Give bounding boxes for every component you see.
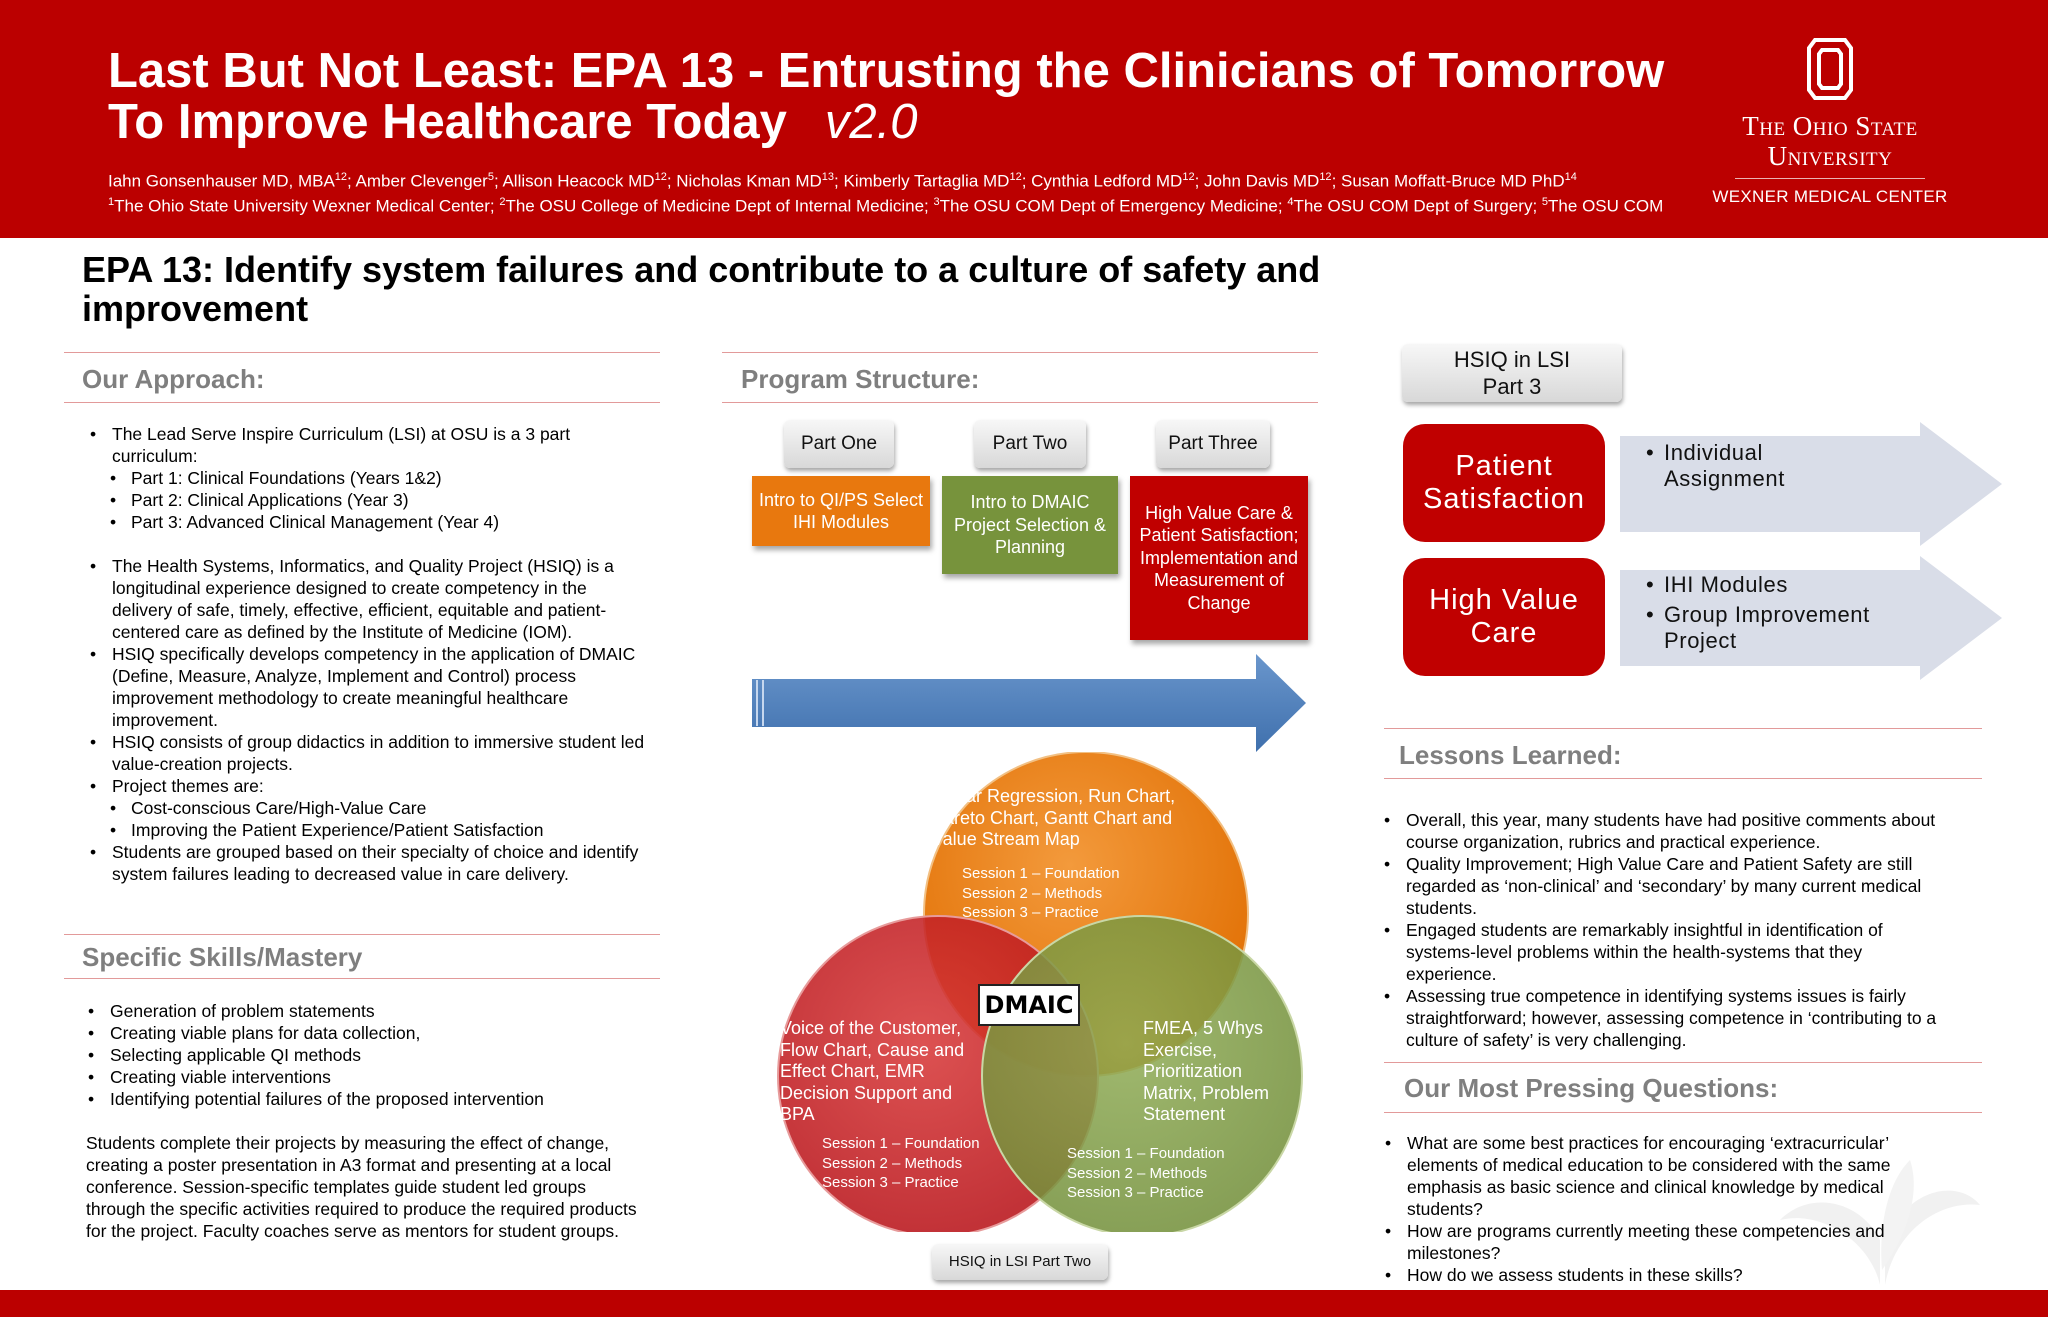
lsi-part3-title bbox=[1402, 344, 1622, 402]
author-name: Kimberly Tartaglia MD bbox=[843, 171, 1010, 191]
session-1: Session 1 – Foundation bbox=[822, 1135, 980, 1152]
row1-bullet-1 bbox=[1646, 440, 1906, 492]
questions-title: Our Most Pressing Questions: bbox=[1404, 1073, 1779, 1103]
lesson-item: • Quality Improvement; High Value Care and Patient Safety are still regarded as ‘non-clinical’ and ‘secondary’ by many current medical students. bbox=[1380, 853, 1940, 919]
part-two-content: Intro to DMAIC Project Selection & Planning bbox=[953, 492, 1107, 558]
section-rule bbox=[722, 352, 1318, 353]
university-name-line-1: The Ohio State bbox=[1742, 111, 1918, 141]
venn-top-sessions bbox=[962, 864, 1162, 923]
venn-left-text: Voice of the Customer, Flow Chart, Cause and Effect Chart, EMR Decision Support and BPA bbox=[780, 1018, 965, 1124]
approach-item: • Project themes are: bbox=[86, 775, 646, 797]
question-item: • How are programs currently meeting these competencies and milestones? bbox=[1381, 1220, 1941, 1264]
poster-title bbox=[108, 46, 1708, 148]
approach-item: • Students are grouped based on their specialty of choice and identify system failures leading to decreased value in care delivery. bbox=[86, 841, 646, 885]
lessons-list bbox=[1380, 809, 1940, 1051]
section-rule bbox=[64, 352, 660, 353]
bullet-icon: • bbox=[1646, 572, 1655, 597]
session-2: Session 2 – Methods bbox=[1067, 1164, 1208, 1182]
patient-satisfaction-label bbox=[1423, 450, 1585, 516]
section-rule bbox=[64, 402, 660, 403]
lsi-part3-title-line-2: Part 3 bbox=[1482, 374, 1542, 399]
skills-title: Specific Skills/Mastery bbox=[82, 942, 363, 972]
program-title: Program Structure: bbox=[741, 364, 980, 394]
patient-satisfaction-box bbox=[1403, 424, 1605, 542]
approach-item: • HSIQ specifically develops competency in the application of DMAIC (Define, Measure, Analyze, Implement and Control) process improvement methodology to create meaningful healthcare improvement. bbox=[86, 643, 646, 731]
affiliation-text: The OSU COM Dept of Emergency Medicine bbox=[939, 196, 1278, 216]
part-two-label: Part Two bbox=[974, 420, 1086, 468]
skill-item: • Identifying potential failures of the proposed intervention bbox=[84, 1088, 664, 1110]
affiliation-number: 4 bbox=[1287, 195, 1294, 208]
session-2: Session 2 – Methods bbox=[962, 884, 1103, 902]
session-3: Session 3 – Practice bbox=[962, 904, 1099, 921]
section-rule bbox=[1384, 1112, 1982, 1113]
approach-title: Our Approach: bbox=[82, 364, 265, 394]
skill-item: • Creating viable interventions bbox=[84, 1066, 664, 1088]
section-rule bbox=[64, 934, 660, 935]
timeline-arrow-icon bbox=[750, 650, 1310, 756]
author-affiliation-number: 13 bbox=[821, 171, 835, 183]
lessons-title: Lessons Learned: bbox=[1399, 740, 1622, 770]
skill-item: • Selecting applicable QI methods bbox=[84, 1044, 664, 1066]
footer-banner bbox=[0, 1290, 2048, 1317]
part-one-content: Intro to QI/PS Select IHI Modules bbox=[758, 489, 924, 532]
university-name-line-2: University bbox=[1767, 141, 1893, 171]
approach-item: • Part 1: Clinical Foundations (Years 1&2) bbox=[86, 467, 646, 489]
session-3: Session 3 – Practice bbox=[1067, 1184, 1204, 1201]
author-name: Nicholas Kman MD bbox=[676, 171, 822, 191]
section-rule bbox=[1384, 778, 1982, 779]
high-value-care-label bbox=[1429, 584, 1579, 650]
row2-bullets bbox=[1646, 572, 1946, 654]
skills-list bbox=[84, 1000, 664, 1110]
row1-bullet-1-text: Individual Assignment bbox=[1664, 440, 1785, 491]
affiliation-number: 3 bbox=[933, 195, 940, 208]
author-name: John Davis MD bbox=[1204, 171, 1320, 191]
author-affiliation-number: 14 bbox=[1564, 171, 1577, 183]
session-3: Session 3 – Practice bbox=[822, 1174, 959, 1191]
version-label: v2.0 bbox=[824, 95, 918, 149]
university-name bbox=[1700, 111, 1960, 171]
row1-label-line-2: Satisfaction bbox=[1423, 483, 1585, 515]
skill-item: • Creating viable plans for data collection, bbox=[84, 1022, 664, 1044]
affiliation-number: 1 bbox=[108, 195, 115, 208]
approach-item: • The Lead Serve Inspire Curriculum (LSI) at OSU is a 3 part curriculum: bbox=[86, 423, 646, 467]
row1-label-line-1: Patient bbox=[1455, 450, 1553, 482]
high-value-care-box bbox=[1403, 558, 1605, 676]
row2-bullet-2 bbox=[1646, 602, 1946, 654]
author-affiliation-number: 5 bbox=[487, 171, 494, 183]
venn-right-sessions bbox=[1067, 1144, 1237, 1203]
approach-item: • The Health Systems, Informatics, and Quality Project (HSIQ) is a longitudinal experience designed to create competency in the delivery of safe, timely, effective, efficient, equitable and patient-centered care as defined by the Institute of Medicine (IOM). bbox=[86, 555, 646, 643]
part-one-label: Part One bbox=[784, 420, 894, 468]
skill-item: • Generation of problem statements bbox=[84, 1000, 664, 1022]
session-1: Session 1 – Foundation bbox=[962, 865, 1120, 882]
lsi-part-two-caption: HSIQ in LSI Part Two bbox=[932, 1244, 1108, 1280]
question-item: • What are some best practices for encouraging ‘extracurricular’ elements of medical education to be considered with the same emphasis as basic science and clinical knowledge by medical students? bbox=[1381, 1132, 1941, 1220]
section-rule bbox=[1384, 1062, 1982, 1063]
section-rule bbox=[64, 978, 660, 979]
part-three-box bbox=[1130, 476, 1308, 640]
approach-item: • Part 3: Advanced Clinical Management (Year 4) bbox=[86, 511, 646, 533]
author-name: Susan Moffatt-Bruce MD PhD bbox=[1341, 171, 1565, 191]
skills-list-container bbox=[84, 1000, 664, 1110]
venn-left-sessions bbox=[822, 1134, 992, 1193]
affiliation-text: The OSU COM Dept of Surgery bbox=[1293, 196, 1533, 216]
bullet-icon: • bbox=[1646, 440, 1655, 465]
author-affiliation-number: 12 bbox=[1319, 171, 1332, 183]
part-two-box bbox=[942, 476, 1118, 574]
question-item: • How do we assess students in these skills? bbox=[1381, 1264, 1941, 1286]
lsi-part3-title-line-1: HSIQ in LSI bbox=[1453, 347, 1571, 372]
osu-logo bbox=[1700, 38, 1960, 207]
lesson-item: • Engaged students are remarkably insightful in identification of systems-level problems within the health-systems that they experience. bbox=[1380, 919, 1940, 985]
session-1: Session 1 – Foundation bbox=[1067, 1145, 1225, 1162]
approach-list bbox=[86, 423, 646, 885]
affiliation-list: $^1$The Ohio State University Wexner Medical Center; $^2$The OSU College of Medicine Dept of Internal Medicine; $^3$The OSU COM Dept of Emergency Medicine; $^4$The OSU COM Dept of Surgery; $^5$The OSU COM bbox=[108, 195, 1664, 216]
part-three-label: Part Three bbox=[1156, 420, 1270, 468]
author-name: Iahn Gonsenhauser MD, MBA bbox=[108, 171, 335, 191]
author-affiliation-number: 12 bbox=[1182, 171, 1195, 183]
block-o-logo-icon bbox=[1807, 38, 1853, 100]
row2-bullet-2-text: Group Improvement Project bbox=[1664, 602, 1870, 653]
author-block bbox=[108, 167, 1663, 216]
venn-top-text: Linear Regression, Run Chart, Pareto Chart, Gantt Chart and Value Stream Map bbox=[932, 786, 1176, 849]
author-affiliation-number: 12 bbox=[654, 171, 667, 183]
epa-heading: EPA 13: Identify system failures and contribute to a culture of safety and improvement bbox=[82, 249, 1321, 329]
title-line-2 bbox=[108, 97, 1708, 148]
title-line-2-text: To Improve Healthcare Today bbox=[108, 95, 787, 149]
title-line-1: Last But Not Least: EPA 13 - Entrusting the Clinicians of Tomorrow bbox=[108, 44, 1665, 98]
row2-bullet-1 bbox=[1646, 572, 1946, 598]
author-list: Iahn Gonsenhauser MD, MBA$^{12}$; Amber Clevenger$^5$; Allison Heacock MD$^{12}$; Nicholas Kman MD$^{13}$; Kimberly Tartaglia MD$^{12}$; Cynthia Ledford MD$^{12}$; John Davis MD$^{12}$; Susan Moffatt-Bruce MD PhD$^{14}$ bbox=[108, 171, 1577, 191]
author-name: Amber Clevenger bbox=[355, 171, 488, 191]
section-rule bbox=[722, 402, 1318, 403]
author-affiliation-number: 12 bbox=[1009, 171, 1022, 183]
row2-label-line-1: High Value bbox=[1429, 584, 1579, 616]
affiliation-number: 2 bbox=[499, 195, 506, 208]
approach-item: • Part 2: Clinical Applications (Year 3) bbox=[86, 489, 646, 511]
approach-list-container bbox=[86, 423, 646, 885]
logo-divider bbox=[1735, 178, 1925, 179]
bullet-icon: • bbox=[1646, 602, 1655, 627]
row1-bullets bbox=[1646, 440, 1906, 492]
skills-paragraph: Students complete their projects by measuring the effect of change, creating a poster presentation in A3 format and presenting at a local conference. Session-specific templates guide student led groups through the specific activities required to produce the required products for the project. Faculty coaches serve as mentors for student groups. bbox=[86, 1133, 637, 1241]
part-one-box bbox=[752, 476, 930, 546]
row2-label-line-2: Care bbox=[1470, 617, 1538, 649]
approach-item: • Cost-conscious Care/High-Value Care bbox=[86, 797, 646, 819]
dmaic-label: DMAIC bbox=[978, 984, 1080, 1026]
questions-list-container bbox=[1381, 1132, 1941, 1286]
session-2: Session 2 – Methods bbox=[822, 1154, 963, 1172]
approach-item: • Improving the Patient Experience/Patient Satisfaction bbox=[86, 819, 646, 841]
author-name: Cynthia Ledford MD bbox=[1031, 171, 1183, 191]
author-affiliation-number: 12 bbox=[334, 171, 348, 183]
row2-bullet-1-text: IHI Modules bbox=[1664, 572, 1788, 597]
lesson-item: • Overall, this year, many students have had positive comments about course organization, rubrics and practical experience. bbox=[1380, 809, 1940, 853]
medical-center-name: WEXNER MEDICAL CENTER bbox=[1712, 187, 1948, 206]
lessons-list-container bbox=[1380, 809, 1940, 1051]
author-name: Allison Heacock MD bbox=[502, 171, 655, 191]
affiliation-text: The OSU College of Medicine Dept of Internal Medicine bbox=[505, 196, 925, 216]
questions-list bbox=[1381, 1132, 1941, 1286]
affiliation-number: 5 bbox=[1541, 195, 1549, 208]
section-rule bbox=[1384, 728, 1982, 729]
lesson-item: • Assessing true competence in identifying systems issues is fairly straightforward; however, assessing competence in ‘contributing to a culture of safety’ is very challenging. bbox=[1380, 985, 1940, 1051]
part-three-content: High Value Care & Patient Satisfaction; Implementation and Measurement of Change bbox=[1139, 502, 1299, 613]
affiliation-text: The Ohio State University Wexner Medical Center bbox=[114, 196, 490, 216]
affiliation-text: The OSU COM bbox=[1548, 196, 1664, 216]
venn-right-text: FMEA, 5 Whys Exercise, Prioritization Matrix, Problem Statement bbox=[1143, 1018, 1270, 1124]
approach-item: • HSIQ consists of group didactics in addition to immersive student led value-creation projects. bbox=[86, 731, 646, 775]
